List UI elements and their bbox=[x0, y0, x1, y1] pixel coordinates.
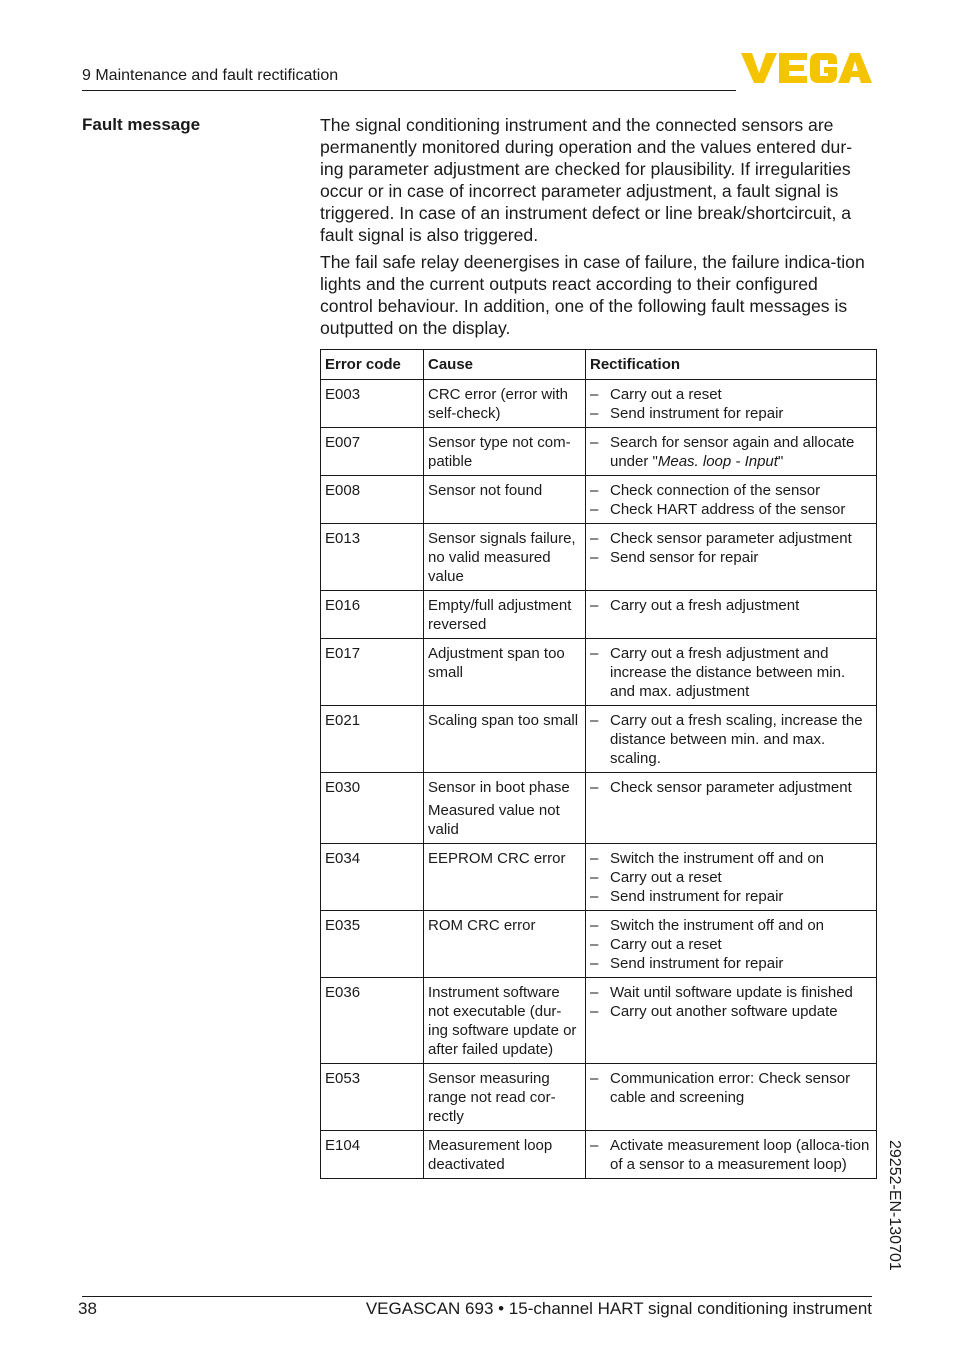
table-row bbox=[321, 524, 877, 591]
dash-bullet: – bbox=[590, 888, 599, 905]
error-code-cell: E053 bbox=[321, 1064, 424, 1131]
rectification-item bbox=[590, 481, 871, 500]
cause-cell bbox=[424, 706, 586, 773]
dash-bullet: – bbox=[590, 549, 599, 566]
table-row bbox=[321, 639, 877, 706]
dash-bullet: – bbox=[590, 597, 599, 614]
error-code-cell: E036 bbox=[321, 978, 424, 1064]
cause-text: Scaling span too small bbox=[428, 712, 579, 729]
rectification-text: Send instrument for repair bbox=[610, 955, 784, 972]
rectification-item bbox=[590, 1136, 871, 1174]
error-code-cell: E035 bbox=[321, 911, 424, 978]
table-row bbox=[321, 911, 877, 978]
table-row bbox=[321, 428, 877, 476]
cause-cell bbox=[424, 978, 586, 1064]
cause-text: Empty/full adjustment reversed bbox=[428, 597, 572, 633]
rectification-item bbox=[590, 916, 871, 935]
rectification-cell bbox=[586, 978, 877, 1064]
rectification-cell bbox=[586, 591, 877, 639]
rectification-cell bbox=[586, 380, 877, 428]
rectification-item bbox=[590, 596, 871, 615]
dash-bullet: – bbox=[590, 850, 599, 867]
error-code-cell: E017 bbox=[321, 639, 424, 706]
rectification-cell bbox=[586, 911, 877, 978]
cause-cell bbox=[424, 773, 586, 844]
cause-cell bbox=[424, 428, 586, 476]
error-code-cell: E007 bbox=[321, 428, 424, 476]
dash-bullet: – bbox=[590, 712, 599, 729]
error-code-cell: E021 bbox=[321, 706, 424, 773]
table-row bbox=[321, 844, 877, 911]
table-row bbox=[321, 380, 877, 428]
error-code-cell: E034 bbox=[321, 844, 424, 911]
rectification-text: Check sensor parameter adjustment bbox=[610, 530, 852, 547]
cause-text: Sensor measuring range not read cor-rectly bbox=[428, 1070, 556, 1125]
rectification-item bbox=[590, 385, 871, 404]
table-row bbox=[321, 476, 877, 524]
rectification-text: Carry out a reset bbox=[610, 869, 722, 886]
rectification-item bbox=[590, 644, 871, 701]
table-row bbox=[321, 1064, 877, 1131]
header-section-title: 9 Maintenance and fault rectification bbox=[82, 67, 339, 84]
cause-text: Sensor in boot phase bbox=[428, 779, 570, 796]
rectification-text: Carry out another software update bbox=[610, 1003, 838, 1020]
rectification-text: Carry out a fresh adjustment and increase the distance between min. and max. adjustment bbox=[610, 645, 846, 700]
section-label: Fault message bbox=[82, 115, 201, 134]
rectification-item bbox=[590, 954, 871, 973]
dash-bullet: – bbox=[590, 501, 599, 518]
error-code-cell: E016 bbox=[321, 591, 424, 639]
rectification-cell bbox=[586, 428, 877, 476]
rectification-text: Wait until software update is finished bbox=[610, 984, 853, 1001]
rectification-text: Send sensor for repair bbox=[610, 549, 759, 566]
rectification-text: Carry out a fresh scaling, increase the distance between min. and max. scaling. bbox=[610, 712, 863, 767]
cause-cell bbox=[424, 639, 586, 706]
rectification-cell bbox=[586, 1064, 877, 1131]
header-cause: Cause bbox=[424, 350, 586, 380]
cause-text: Measured value not valid bbox=[428, 802, 560, 838]
rectification-cell bbox=[586, 524, 877, 591]
dash-bullet: – bbox=[590, 482, 599, 499]
document-code: 29252-EN-130701 bbox=[886, 1140, 903, 1271]
rectification-cell bbox=[586, 773, 877, 844]
rectification-text: Search for sensor again and allocate under "Meas. loop - Input" bbox=[610, 434, 855, 470]
error-code-cell: E030 bbox=[321, 773, 424, 844]
dash-bullet: – bbox=[590, 779, 599, 796]
rectification-text: Send instrument for repair bbox=[610, 888, 784, 905]
table-row bbox=[321, 978, 877, 1064]
footer-rule bbox=[82, 1296, 872, 1297]
cause-text: ROM CRC error bbox=[428, 917, 536, 934]
relay-paragraph: The fail safe relay deenergises in case of failure, the failure indica-tion lights and the current outputs react according to their configured control behaviour. In addition, one of the following fault messages is outputted on the display. bbox=[320, 252, 865, 338]
rectification-cell bbox=[586, 706, 877, 773]
cause-text: CRC error (error with self-check) bbox=[428, 386, 569, 422]
cause-cell bbox=[424, 524, 586, 591]
rectification-item bbox=[590, 935, 871, 954]
table-header-row bbox=[321, 350, 877, 380]
cause-cell bbox=[424, 380, 586, 428]
cause-cell bbox=[424, 1064, 586, 1131]
cause-text: Adjustment span too small bbox=[428, 645, 565, 681]
rectification-text: Check HART address of the sensor bbox=[610, 501, 846, 518]
rectification-text: Check sensor parameter adjustment bbox=[610, 779, 852, 796]
rectification-text: Activate measurement loop (alloca-tion of a sensor to a measurement loop) bbox=[610, 1137, 870, 1173]
page-number: 38 bbox=[78, 1299, 97, 1318]
dash-bullet: – bbox=[590, 530, 599, 547]
menu-path-text: Meas. loop - Input bbox=[657, 453, 778, 470]
dash-bullet: – bbox=[590, 1003, 599, 1020]
cause-text: Sensor not found bbox=[428, 482, 543, 499]
rectification-item bbox=[590, 500, 871, 519]
vega-logo bbox=[741, 51, 872, 85]
dash-bullet: – bbox=[590, 434, 599, 451]
rectification-item bbox=[590, 529, 871, 548]
cause-text: Sensor type not com-patible bbox=[428, 434, 571, 470]
footer-title: VEGASCAN 693 • 15-channel HART signal conditioning instrument bbox=[365, 1299, 872, 1318]
rectification-item bbox=[590, 778, 871, 797]
rectification-item bbox=[590, 548, 871, 567]
rectification-cell bbox=[586, 1131, 877, 1179]
dash-bullet: – bbox=[590, 917, 599, 934]
rectification-item bbox=[590, 1002, 871, 1021]
rectification-text: Carry out a reset bbox=[610, 386, 722, 403]
rectification-item bbox=[590, 1069, 871, 1107]
header-rectification: Rectification bbox=[586, 350, 877, 380]
rectification-cell bbox=[586, 476, 877, 524]
intro-paragraph: The signal conditioning instrument and the connected sensors are permanently monitored during operation and the values entered dur-ing parameter adjustment are checked for plausibility. If irregularities occur or in case of incorrect parameter adjustment, a fault signal is triggered. In case of an instrument defect or line break/shortcircuit, a fault signal is also triggered. bbox=[320, 115, 853, 245]
rectification-text: Communication error: Check sensor cable and screening bbox=[610, 1070, 851, 1106]
rectification-item bbox=[590, 711, 871, 768]
error-code-cell: E104 bbox=[321, 1131, 424, 1179]
dash-bullet: – bbox=[590, 386, 599, 403]
rectification-item bbox=[590, 868, 871, 887]
cause-text: Instrument software not executable (dur-ing software update or after failed update) bbox=[428, 984, 577, 1058]
error-code-cell: E003 bbox=[321, 380, 424, 428]
cause-cell bbox=[424, 1131, 586, 1179]
rectification-text: Send instrument for repair bbox=[610, 405, 784, 422]
fault-rows bbox=[321, 380, 877, 1179]
fault-message-table bbox=[320, 349, 877, 1179]
header-error-code: Error code bbox=[321, 350, 424, 380]
rectification-text: Switch the instrument off and on bbox=[610, 850, 825, 867]
rectification-item bbox=[590, 983, 871, 1002]
table-row bbox=[321, 591, 877, 639]
rectification-text: Switch the instrument off and on bbox=[610, 917, 825, 934]
rectification-item bbox=[590, 887, 871, 906]
table-row bbox=[321, 706, 877, 773]
rectification-text: Carry out a fresh adjustment bbox=[610, 597, 800, 614]
cause-cell bbox=[424, 911, 586, 978]
rectification-text: Carry out a reset bbox=[610, 936, 722, 953]
error-code-cell: E008 bbox=[321, 476, 424, 524]
cause-text: EEPROM CRC error bbox=[428, 850, 566, 867]
cause-text: Sensor signals failure, no valid measured value bbox=[428, 530, 576, 585]
dash-bullet: – bbox=[590, 936, 599, 953]
rectification-cell bbox=[586, 844, 877, 911]
dash-bullet: – bbox=[590, 1070, 599, 1087]
rectification-item bbox=[590, 849, 871, 868]
header-rule bbox=[82, 90, 736, 91]
cause-cell bbox=[424, 476, 586, 524]
dash-bullet: – bbox=[590, 984, 599, 1001]
error-code-cell: E013 bbox=[321, 524, 424, 591]
cause-cell bbox=[424, 591, 586, 639]
dash-bullet: – bbox=[590, 645, 599, 662]
dash-bullet: – bbox=[590, 1137, 599, 1154]
cause-cell bbox=[424, 844, 586, 911]
dash-bullet: – bbox=[590, 405, 599, 422]
dash-bullet: – bbox=[590, 955, 599, 972]
dash-bullet: – bbox=[590, 869, 599, 886]
table-row bbox=[321, 773, 877, 844]
table-row bbox=[321, 1131, 877, 1179]
rectification-text: Check connection of the sensor bbox=[610, 482, 821, 499]
rectification-item bbox=[590, 404, 871, 423]
cause-text: Measurement loop deactivated bbox=[428, 1137, 553, 1173]
rectification-item bbox=[590, 433, 871, 471]
rectification-cell bbox=[586, 639, 877, 706]
